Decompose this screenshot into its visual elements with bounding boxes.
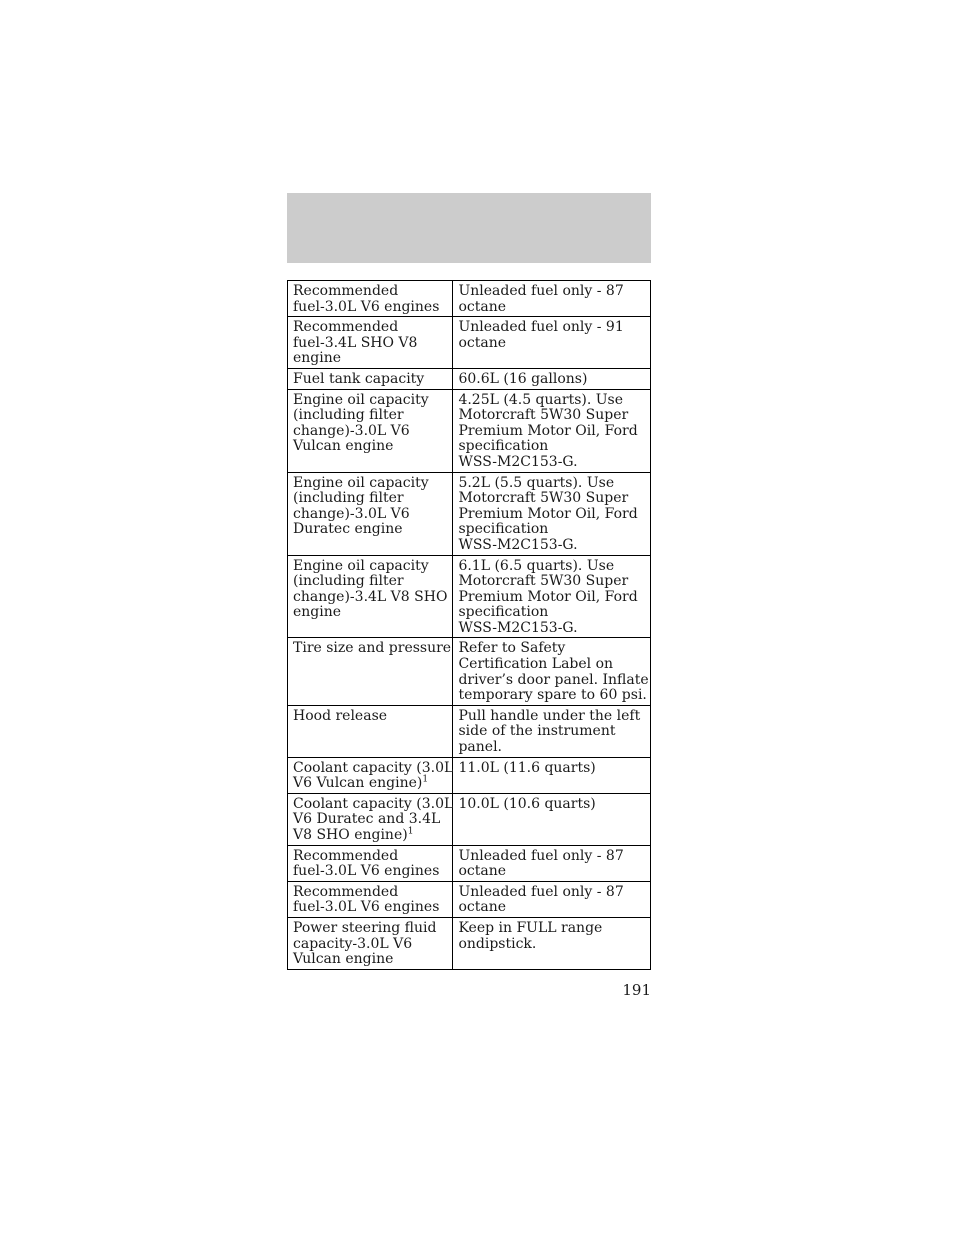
spec-label-line xyxy=(293,559,448,575)
spec-label-line xyxy=(293,507,448,523)
spec-label-cell xyxy=(288,757,453,793)
spec-label-text: Recommended xyxy=(293,847,399,864)
spec-label-text: change)-3.4L V8 SHO xyxy=(293,588,448,605)
spec-label-line xyxy=(293,952,448,968)
table-row xyxy=(288,793,651,845)
spec-label-text: Engine oil capacity xyxy=(293,391,429,408)
spec-value-cell xyxy=(453,472,651,555)
spec-value-line: Motorcraft 5W30 Super xyxy=(458,490,629,507)
spec-value-cell xyxy=(453,638,651,705)
spec-label-text: (including filter xyxy=(293,573,404,590)
spec-label-text: V6 Duratec and 3.4L xyxy=(293,811,441,828)
spec-label-cell xyxy=(288,881,453,917)
spec-value-line: 6.1L (6.5 quarts). Use xyxy=(458,557,615,574)
spec-label-cell xyxy=(288,705,453,757)
spec-label-line xyxy=(293,828,448,844)
spec-value-line: Pull handle under the left xyxy=(458,707,641,724)
spec-value-cell xyxy=(453,705,651,757)
spec-value-line: 60.6L (16 gallons) xyxy=(458,370,588,387)
spec-label-text: (including filter xyxy=(293,490,404,507)
spec-value-line: Certification Label on xyxy=(458,656,614,673)
spec-value-line: 4.25L (4.5 quarts). Use xyxy=(458,391,624,408)
table-row xyxy=(288,368,651,389)
spec-value-line: specification xyxy=(458,604,549,621)
table-row xyxy=(288,757,651,793)
spec-label-cell xyxy=(288,389,453,472)
spec-label-cell xyxy=(288,317,453,369)
spec-value-cell xyxy=(453,757,651,793)
table-row xyxy=(288,881,651,917)
spec-value-cell xyxy=(453,317,651,369)
spec-label-text: Duratec engine xyxy=(293,521,403,538)
spec-label-line xyxy=(293,921,448,937)
spec-value-line: WSS-M2C153-G. xyxy=(458,536,578,553)
spec-label-line xyxy=(293,776,448,792)
spec-value-line: WSS-M2C153-G. xyxy=(458,453,578,470)
spec-label-text: V8 SHO engine) xyxy=(293,827,408,843)
spec-value-line: Refer to Safety xyxy=(458,640,566,657)
spec-label-text: V6 Vulcan engine) xyxy=(293,775,423,792)
spec-label-text: (including filter xyxy=(293,407,404,424)
table-row xyxy=(288,281,651,317)
spec-value-line: Motorcraft 5W30 Super xyxy=(458,407,629,424)
spec-label-line xyxy=(293,812,448,828)
spec-label-line xyxy=(293,640,452,657)
spec-label-line xyxy=(293,320,448,336)
spec-label-text: Hood release xyxy=(293,707,388,724)
spec-value-line: octane xyxy=(458,863,506,880)
spec-label-text: fuel-3.0L V6 engines xyxy=(293,899,440,916)
spec-value-line: octane xyxy=(458,298,506,315)
spec-value-line: Unleaded fuel only - 91 xyxy=(458,319,624,336)
spec-label-text: fuel-3.4L SHO V8 xyxy=(293,334,418,351)
spec-label-line xyxy=(293,336,448,352)
spec-value-line: side of the instrument xyxy=(458,723,616,740)
spec-label-line xyxy=(293,408,448,424)
spec-value-line: Unleaded fuel only - 87 xyxy=(458,283,624,299)
spec-value-line: Unleaded fuel only - 87 xyxy=(458,847,624,864)
spec-label-line xyxy=(293,439,448,455)
spec-value-line: panel. xyxy=(458,739,502,756)
spec-label-cell xyxy=(288,281,453,317)
spec-label-line xyxy=(293,476,448,492)
spec-label-text: Vulcan engine xyxy=(293,951,394,968)
spec-label-line xyxy=(293,605,448,621)
footnote-marker: 1 xyxy=(407,826,414,837)
spec-value-line: Premium Motor Oil, Ford xyxy=(458,422,638,439)
spec-label-text: engine xyxy=(293,350,342,367)
spec-value-cell xyxy=(453,917,651,969)
spec-label-cell xyxy=(288,555,453,638)
table-row xyxy=(288,638,651,705)
spec-label-line xyxy=(293,885,448,901)
spec-value-line: temporary spare to 60 psi. xyxy=(458,687,647,704)
spec-label-line xyxy=(293,424,448,440)
spec-label-text: Coolant capacity (3.0L xyxy=(293,759,454,776)
spec-value-line: 5.2L (5.5 quarts). Use xyxy=(458,474,615,491)
spec-label-text: fuel-3.0L V6 engines xyxy=(293,863,440,880)
spec-value-line: specification xyxy=(458,521,549,538)
spec-value-line: Premium Motor Oil, Ford xyxy=(458,505,638,522)
spec-label-text: fuel-3.0L V6 engines xyxy=(293,298,440,315)
spec-label-text: capacity-3.0L V6 xyxy=(293,935,413,952)
spec-value-line: ondipstick. xyxy=(458,935,537,952)
spec-label-line xyxy=(293,590,448,606)
spec-value-line: octane xyxy=(458,899,506,916)
spec-label-line xyxy=(293,864,448,880)
spec-value-cell xyxy=(453,368,651,389)
spec-label-line xyxy=(293,372,448,388)
spec-label-line xyxy=(293,574,448,590)
page-number: 191 xyxy=(622,981,651,999)
spec-label-text: Engine oil capacity xyxy=(293,557,429,574)
table-row xyxy=(288,845,651,881)
spec-label-line xyxy=(293,393,448,409)
spec-label-text: Recommended xyxy=(293,883,399,900)
spec-value-cell xyxy=(453,793,651,845)
spec-label-text: Fuel tank capacity xyxy=(293,370,425,387)
table-row xyxy=(288,705,651,757)
spec-value-line: octane xyxy=(458,334,506,351)
spec-label-cell xyxy=(288,472,453,555)
spec-label-line xyxy=(293,300,448,316)
spec-label-line xyxy=(293,937,448,953)
spec-label-line xyxy=(293,351,448,367)
spec-label-cell xyxy=(288,638,453,705)
spec-label-cell xyxy=(288,845,453,881)
spec-value-line: 11.0L (11.6 quarts) xyxy=(458,759,596,776)
spec-label-cell xyxy=(288,917,453,969)
spec-value-line: Keep in FULL range xyxy=(458,919,603,936)
spec-label-text: Tire size and pressure xyxy=(293,640,452,657)
spec-label-cell xyxy=(288,793,453,845)
spec-value-cell xyxy=(453,555,651,638)
spec-label-line xyxy=(293,849,448,865)
spec-label-text: Coolant capacity (3.0L xyxy=(293,795,454,812)
spec-value-line: Motorcraft 5W30 Super xyxy=(458,573,629,590)
spec-value-line: driver’s door panel. Inflate xyxy=(458,671,649,688)
spec-value-cell xyxy=(453,845,651,881)
spec-label-text: Recommended xyxy=(293,283,399,299)
footnote-marker: 1 xyxy=(422,774,429,785)
spec-value-line: WSS-M2C153-G. xyxy=(458,619,578,636)
spec-value-line: Premium Motor Oil, Ford xyxy=(458,588,638,605)
spec-value-line: specification xyxy=(458,438,549,455)
table-row xyxy=(288,472,651,555)
spec-label-text: engine xyxy=(293,604,342,621)
spec-value-cell xyxy=(453,389,651,472)
spec-label-text: Power steering fluid xyxy=(293,919,437,936)
spec-label-line xyxy=(293,795,454,813)
table-row xyxy=(288,917,651,969)
table-row xyxy=(288,317,651,369)
spec-label-line xyxy=(293,284,448,300)
spec-label-line xyxy=(293,491,448,507)
spec-label-text: change)-3.0L V6 xyxy=(293,422,410,439)
spec-value-cell xyxy=(453,881,651,917)
spec-label-line xyxy=(293,709,448,725)
spec-value-line: Unleaded fuel only - 87 xyxy=(458,883,624,900)
spec-value-cell xyxy=(453,281,651,317)
table-row xyxy=(288,555,651,638)
spec-label-line xyxy=(293,900,448,916)
specifications-table-body xyxy=(288,281,651,970)
spec-label-text: Engine oil capacity xyxy=(293,474,429,491)
spec-label-text: Recommended xyxy=(293,319,399,336)
table-row xyxy=(288,389,651,472)
spec-label-text: Vulcan engine xyxy=(293,438,394,455)
specifications-table xyxy=(287,280,651,970)
spec-label-cell xyxy=(288,368,453,389)
spec-value-line: 10.0L (10.6 quarts) xyxy=(458,795,596,812)
header-band xyxy=(287,193,651,263)
spec-label-text: change)-3.0L V6 xyxy=(293,505,410,522)
spec-label-line xyxy=(293,522,448,538)
